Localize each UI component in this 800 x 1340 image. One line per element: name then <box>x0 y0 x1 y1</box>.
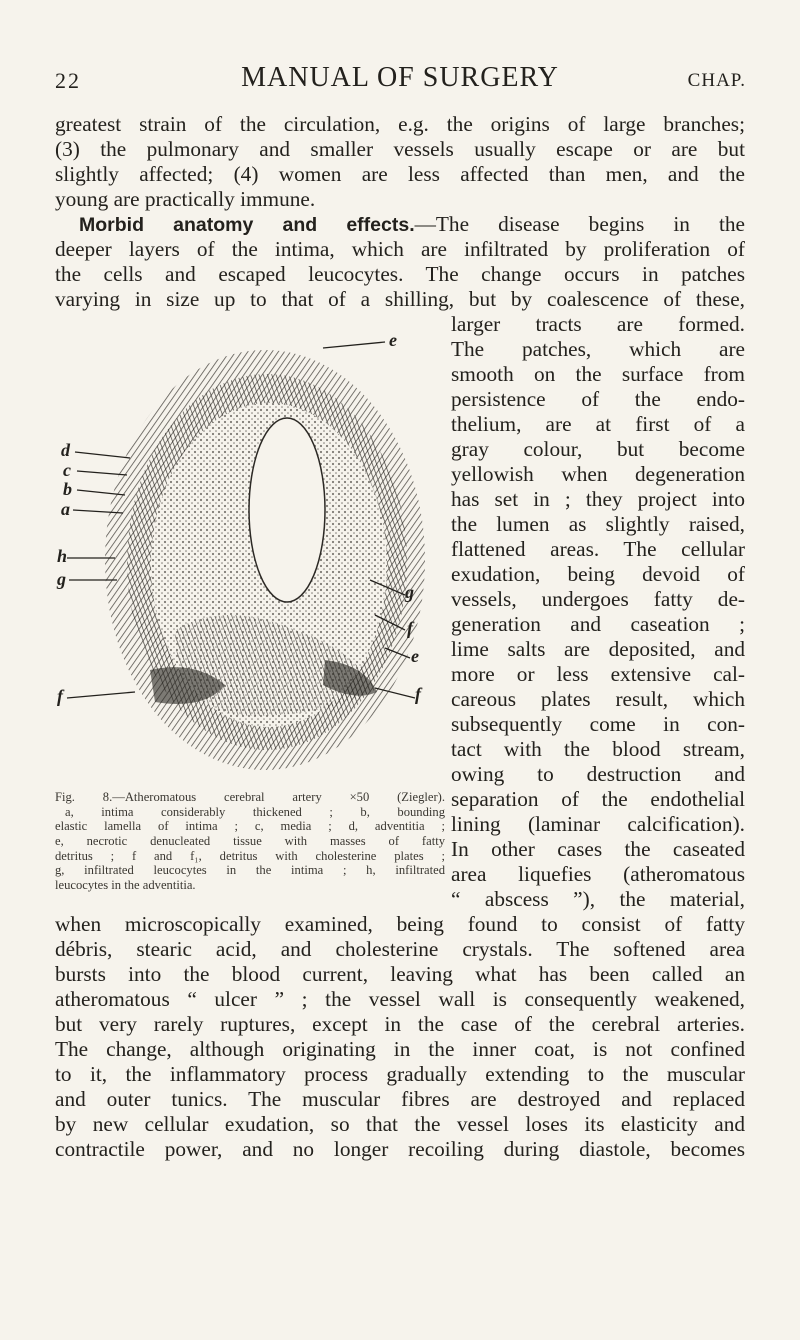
text-line: bursts into the blood current, leaving what has been called an <box>55 962 745 986</box>
text-line: gray colour, but become <box>451 437 745 461</box>
label-g-left: g <box>57 569 66 589</box>
section-heading: Morbid anatomy and effects. <box>79 214 415 236</box>
text-line: to it, the inflammatory process gradually extending to the muscular <box>55 1062 745 1086</box>
figure-caption <box>55 790 445 893</box>
text-line: larger tracts are formed. <box>451 312 745 336</box>
opening-paragraph <box>55 112 745 212</box>
right-column-text <box>451 312 745 912</box>
label-f1: f <box>415 684 421 704</box>
label-h: h <box>57 546 68 566</box>
text-line: and outer tunics. The muscular fibres are destroyed and replaced <box>55 1087 745 1111</box>
label-a: a <box>61 499 70 519</box>
text-line: The patches, which are <box>451 337 745 361</box>
text-line: tact with the blood stream, <box>451 737 745 761</box>
text-line <box>55 212 745 237</box>
label-c: c <box>63 460 71 480</box>
text-line: débris, stearic acid, and cholesterine crystals. The softened area <box>55 937 745 961</box>
label-f-right: f <box>407 618 413 638</box>
text-line: exudation, being devoid of <box>451 562 745 586</box>
text-line: In other cases the caseated <box>451 837 745 861</box>
text-line: separation of the endothelial <box>451 787 745 811</box>
text-line: atheromatous “ ulcer ” ; the vessel wall is consequently weakened, <box>55 987 745 1011</box>
artery-cross-section-illustration <box>55 330 445 785</box>
text-line: has set in ; they project into <box>451 487 745 511</box>
text-line: when microscopically examined, being found to consist of fatty <box>55 912 745 936</box>
label-f-left: f <box>57 686 63 706</box>
caption-line: leucocytes in the adventitia. <box>55 878 196 893</box>
text-line: smooth on the surface from <box>451 362 745 386</box>
text-line: subsequently come in con- <box>451 712 745 736</box>
page-number: 22 <box>55 68 81 93</box>
text-line: vessels, undergoes fatty de- <box>451 587 745 611</box>
caption-line: elastic lamella of intima ; c, media ; d, adventitia ; <box>55 819 445 834</box>
continuation-paragraph <box>55 912 745 1162</box>
text-line: (3) the pulmonary and smaller vessels usually escape or are but <box>55 137 745 161</box>
text-line: varying in size up to that of a shilling, but by coalescence of these, <box>55 287 745 311</box>
morbid-anatomy-paragraph <box>55 212 745 312</box>
text-line: careous plates result, which <box>451 687 745 711</box>
caption-line: detritus ; f and f₁, detritus with cholesterine plates ; <box>55 848 445 863</box>
label-e-top: e <box>389 330 397 350</box>
caption-line: Fig. 8.—Atheromatous cerebral artery ×50 (Ziegler). <box>55 790 445 804</box>
text-line: but very rarely ruptures, except in the case of the cerebral arteries. <box>55 1012 745 1036</box>
text-line: deeper layers of the intima, which are infiltrated by proliferation of <box>55 237 745 261</box>
text-line: by new cellular exudation, so that the vessel loses its elasticity and <box>55 1112 745 1136</box>
text-fragment: —The disease begins in the <box>414 212 746 236</box>
text-line: the cells and escaped leucocytes. The change occurs in patches <box>55 262 745 286</box>
text-line: contractile power, and no longer recoiling during diastole, becomes <box>55 1137 745 1161</box>
running-head <box>0 62 800 96</box>
lumen <box>249 418 325 602</box>
artery-figure <box>55 330 445 785</box>
text-line: flattened areas. The cellular <box>451 537 745 561</box>
text-line: “ abscess ”), the material, <box>451 887 745 911</box>
text-line: yellowish when degeneration <box>451 462 745 486</box>
caption-line: g, infiltrated leucocytes in the intima ; h, infiltrated <box>55 863 445 878</box>
chapter-mark: CHAP. <box>687 70 746 91</box>
text-line: generation and caseation ; <box>451 612 745 636</box>
label-e-right: e <box>411 646 419 666</box>
label-d: d <box>61 440 70 460</box>
text-line: greatest strain of the circulation, e.g. the origins of large branches; <box>55 112 745 136</box>
text-line: owing to destruction and <box>451 762 745 786</box>
caption-line: a, intima considerably thickened ; b, bounding <box>65 804 445 819</box>
text-line: the lumen as slightly raised, <box>451 512 745 536</box>
text-line: thelium, are at first of a <box>451 412 745 436</box>
label-g-right: g <box>405 582 414 602</box>
text-line: lime salts are deposited, and <box>451 637 745 661</box>
text-line: more or less extensive cal- <box>451 662 745 686</box>
caption-line: e, necrotic denucleated tissue with masses of fatty <box>55 834 445 849</box>
text-line: lining (laminar calcification). <box>451 812 745 836</box>
text-line: young are practically immune. <box>55 187 316 211</box>
label-b: b <box>63 479 72 499</box>
text-line: slightly affected; (4) women are less affected than men, and the <box>55 162 745 186</box>
text-line: area liquefies (atheromatous <box>451 862 745 886</box>
text-line: persistence of the endo- <box>451 387 745 411</box>
running-title: MANUAL OF SURGERY <box>241 62 559 93</box>
text-line: The change, although originating in the inner coat, is not confined <box>55 1037 745 1061</box>
